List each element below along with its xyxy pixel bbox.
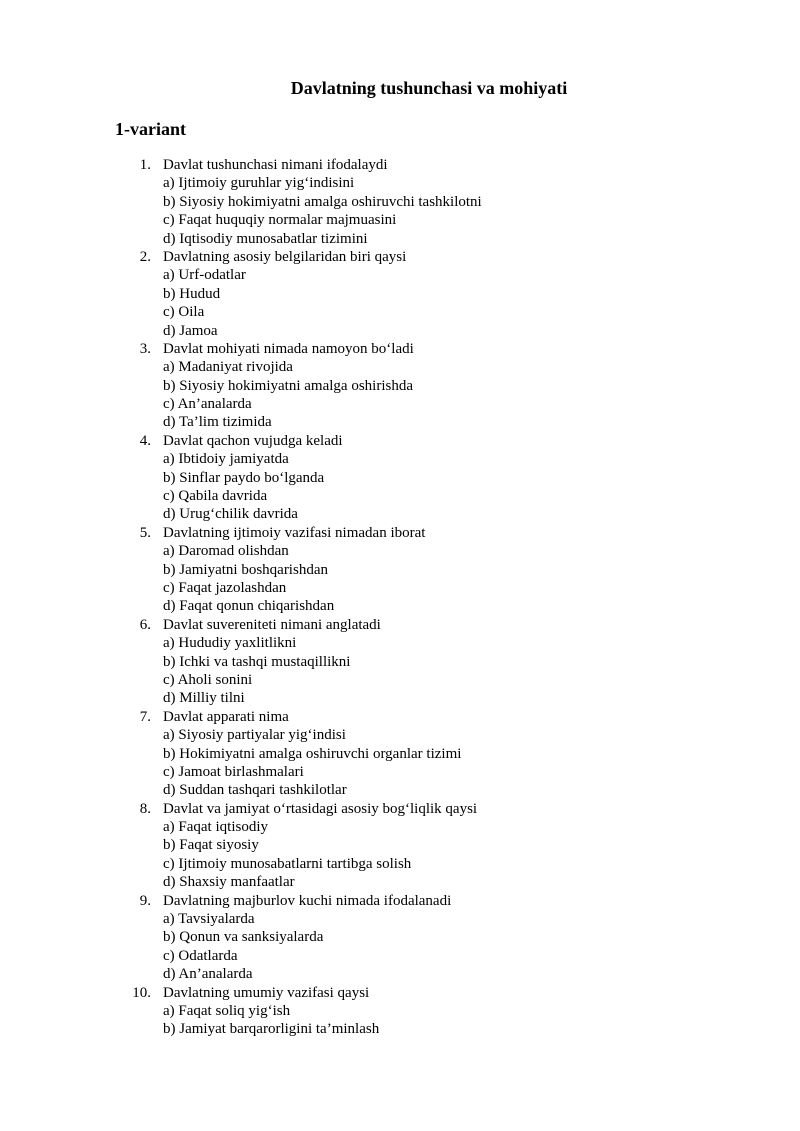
answer-option: c) Jamoat birlashmalari	[163, 763, 304, 780]
question-number: 9.	[139, 892, 151, 909]
question-text: Davlatning umumiy vazifasi qaysi	[163, 984, 370, 1001]
answer-option: a) Madaniyat rivojida	[163, 359, 293, 376]
answer-list	[0, 726, 800, 800]
question-number: 3.	[139, 340, 151, 357]
answer-option: c) Ijtimoiy munosabatlarni tartibga solish	[163, 855, 412, 872]
question-item	[0, 524, 800, 616]
answer-option: b) Jamiyat barqarorligini ta’minlash	[163, 1021, 380, 1038]
question-text: Davlat qachon vujudga keladi	[163, 432, 343, 449]
answer-option: b) Jamiyatni boshqarishdan	[163, 561, 328, 578]
answer-option: a) Daromad olishdan	[163, 543, 289, 560]
question-item	[0, 800, 800, 892]
answer-option: a) Tavsiyalarda	[163, 911, 255, 928]
question-item	[0, 708, 800, 800]
answer-list	[0, 818, 800, 892]
answer-option: b) Ichki va tashqi mustaqillikni	[163, 653, 351, 670]
answer-option: a) Ijtimoiy guruhlar yig‘indisini	[163, 175, 355, 192]
question-text: Davlat suvereniteti nimani anglatadi	[163, 616, 381, 633]
answer-option: a) Faqat iqtisodiy	[163, 819, 268, 836]
question-item	[0, 892, 800, 984]
answer-option: b) Siyosiy hokimiyatni amalga oshirishda	[163, 377, 413, 394]
answer-list	[0, 358, 800, 432]
question-line	[0, 708, 800, 726]
question-line	[0, 984, 800, 1002]
question-number: 4.	[139, 432, 151, 449]
question-item	[0, 984, 800, 1039]
answer-option: d) Jamoa	[163, 322, 218, 339]
question-line	[0, 892, 800, 910]
question-line	[0, 524, 800, 542]
question-number: 10.	[132, 984, 151, 1001]
question-number: 8.	[139, 800, 151, 817]
question-line	[0, 340, 800, 358]
answer-option: b) Hokimiyatni amalga oshiruvchi organlar tizimi	[163, 745, 462, 762]
question-text: Davlatning asosiy belgilaridan biri qaysi	[163, 248, 407, 265]
answer-option: d) Iqtisodiy munosabatlar tizimini	[163, 230, 368, 247]
question-list	[0, 156, 800, 1039]
answer-list	[0, 174, 800, 248]
answer-option: b) Hudud	[163, 285, 221, 302]
answer-option: c) Odatlarda	[163, 947, 238, 964]
answer-option: a) Siyosiy partiyalar yig‘indisi	[163, 727, 346, 744]
question-item	[0, 616, 800, 708]
answer-option: d) An’analarda	[163, 966, 253, 983]
answer-option: d) Ta’lim tizimida	[163, 414, 272, 431]
question-text: Davlat apparati nima	[163, 708, 289, 725]
answer-option: b) Faqat siyosiy	[163, 837, 259, 854]
question-item	[0, 340, 800, 432]
answer-option: a) Hududiy yaxlitlikni	[163, 635, 297, 652]
answer-option: a) Urf-odatlar	[163, 267, 246, 284]
answer-option: b) Qonun va sanksiyalarda	[163, 929, 324, 946]
answer-option: a) Faqat soliq yig‘ish	[163, 1002, 291, 1019]
question-text: Davlat va jamiyat o‘rtasidagi asosiy bog‘liqlik qaysi	[163, 800, 478, 817]
answer-option: b) Siyosiy hokimiyatni amalga oshiruvchi tashkilotni	[163, 193, 482, 210]
answer-option: c) An’analarda	[163, 396, 252, 413]
answer-option: d) Shaxsiy manfaatlar	[163, 874, 295, 891]
answer-option: c) Aholi sonini	[163, 671, 253, 688]
answer-option: d) Urug‘chilik davrida	[163, 506, 298, 523]
answer-list	[0, 266, 800, 340]
answer-option: c) Qabila davrida	[163, 488, 268, 505]
question-number: 6.	[139, 616, 151, 633]
question-number: 1.	[139, 157, 151, 173]
question-text: Davlat tushunchasi nimani ifodalaydi	[163, 157, 388, 173]
answer-list	[0, 634, 800, 708]
answer-option: b) Sinflar paydo bo‘lganda	[163, 469, 325, 486]
question-item	[0, 156, 800, 248]
answer-option: d) Suddan tashqari tashkilotlar	[163, 782, 347, 799]
question-item	[0, 432, 800, 524]
answer-option: c) Oila	[163, 304, 205, 321]
question-number: 5.	[139, 524, 151, 541]
answer-option: d) Faqat qonun chiqarishdan	[163, 598, 335, 615]
question-line	[0, 616, 800, 634]
question-text: Davlat mohiyati nimada namoyon bo‘ladi	[163, 340, 414, 357]
variant-heading: 1-variant	[115, 119, 186, 139]
answer-option: a) Ibtidoiy jamiyatda	[163, 451, 289, 468]
answer-option: c) Faqat jazolashdan	[163, 579, 287, 596]
document-title: Davlatning tushunchasi va mohiyati	[290, 78, 568, 98]
answer-list	[0, 1002, 800, 1039]
question-text: Davlatning ijtimoiy vazifasi nimadan iborat	[163, 524, 426, 541]
question-number: 7.	[139, 708, 151, 725]
answer-list	[0, 450, 800, 524]
question-line	[0, 432, 800, 450]
question-line	[0, 248, 800, 266]
question-number: 2.	[139, 248, 151, 265]
answer-list	[0, 542, 800, 616]
question-text: Davlatning majburlov kuchi nimada ifodalanadi	[163, 892, 452, 909]
question-line	[0, 800, 800, 818]
question-item	[0, 248, 800, 340]
question-line	[0, 156, 800, 174]
answer-option: c) Faqat huquqiy normalar majmuasini	[163, 212, 397, 229]
answer-list	[0, 910, 800, 984]
answer-option: d) Milliy tilni	[163, 690, 245, 707]
